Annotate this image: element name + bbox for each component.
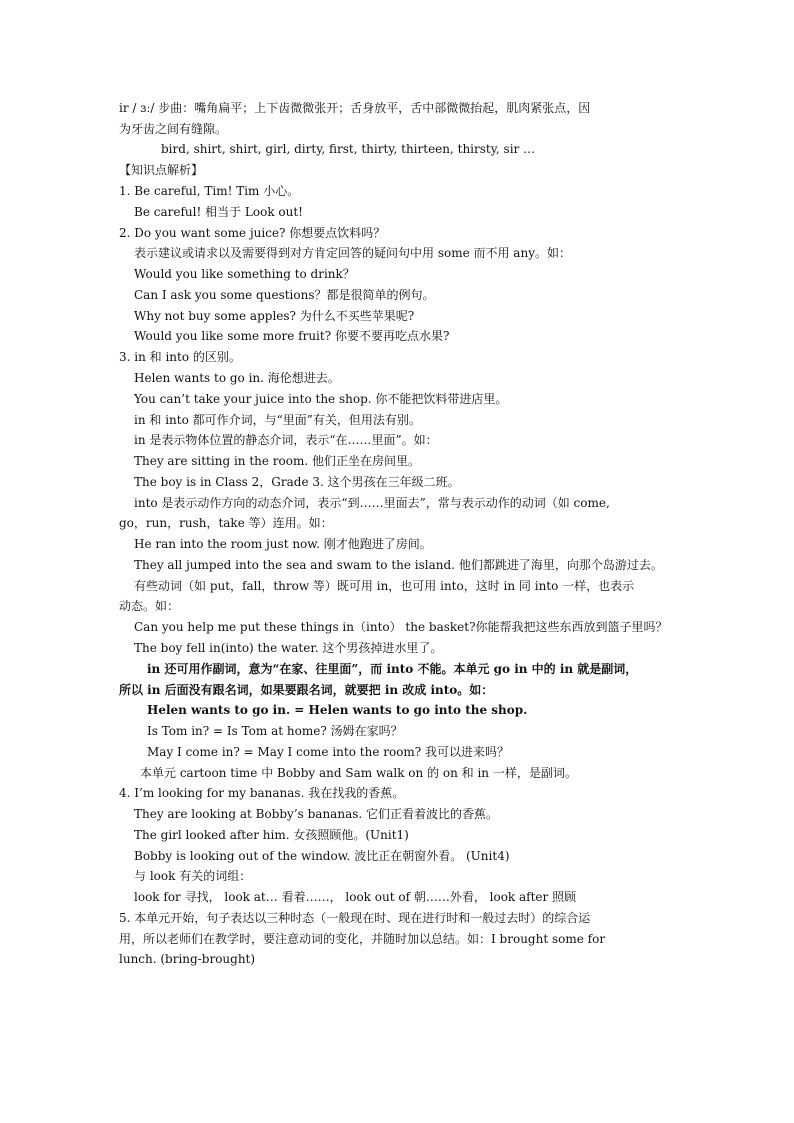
point-3-example: They are sitting in the room. 他们正坐在房间里。: [134, 454, 420, 468]
point-4-rule: 与 look 有关的词组：: [134, 869, 252, 883]
point-5-text: lunch. (bring-brought): [119, 952, 256, 966]
point-3-rule: 有些动词（如 put，fall，throw 等）既可用 in，也可用 into，这时 in 同 into 一样，也表示: [134, 579, 635, 593]
point-4-example: They are looking at Bobby’s bananas. 它们正看着波比的香蕉。: [134, 807, 499, 821]
point-5-text: 5. 本单元开始，句子表达以三种时态（一般现在时、现在进行时和一般过去时）的综合运: [119, 911, 591, 925]
point-3-rule: 动态。如：: [119, 599, 180, 613]
point-2-example: Why not buy some apples? 为什么不买些苹果呢?: [134, 309, 415, 323]
point-3-example: The boy fell in(into) the water. 这个男孩掉进水里了。: [134, 641, 443, 655]
section-heading: 【知识点解析】: [119, 163, 204, 177]
point-4-example: The girl looked after him. 女孩照顾他。(Unit1): [134, 828, 409, 842]
point-2-title: 2. Do you want some juice? 你想要点饮料吗？: [119, 226, 386, 240]
point-2-rule: 表示建议或请求以及需要得到对方肯定回答的疑问句中用 some 而不用 any。如：: [134, 246, 571, 260]
point-3-example: You can’t take your juice into the shop. 你不能把饮料带进店里。: [134, 392, 508, 406]
point-3-rule: in 和 into 都可作介词，与“里面”有关，但用法有别。: [134, 413, 421, 427]
point-1-note: Be careful! 相当于 Look out!: [134, 205, 304, 219]
point-3-example: They all jumped into the sea and swam to the island. 他们都跳进了海里，向那个岛游过去。: [134, 558, 663, 572]
point-2-example: Would you like some more fruit? 你要不要再吃点水果?: [134, 329, 450, 343]
point-3-bold-example: Helen wants to go in. = Helen wants to go into the shop.: [147, 703, 528, 717]
point-4-example: Bobby is looking out of the window. 波比正在朝窗外看。 (Unit4): [134, 849, 510, 863]
point-3-bold-note: 所以 in 后面没有跟名词，如果要跟名词，就要把 in 改成 into。如：: [119, 683, 494, 697]
point-3-example: He ran into the room just now. 刚才他跑进了房间。: [134, 537, 432, 551]
point-2-example: Would you like something to drink？: [134, 267, 355, 281]
point-4-title: 4. I’m looking for my bananas. 我在找我的香蕉。: [119, 786, 405, 800]
point-3-example: Helen wants to go in. 海伦想进去。: [134, 371, 340, 385]
point-3-rule: go，run，rush，take 等）连用。如：: [119, 516, 333, 530]
point-3-example: Can you help me put these things in（into） the basket?你能帮我把这些东西放到篮子里吗？: [134, 620, 668, 634]
point-3-example: May I come in? = May I come into the room? 我可以进来吗？: [147, 745, 510, 759]
point-3-example: The boy is in Class 2，Grade 3. 这个男孩在三年级二班。: [134, 475, 460, 489]
ir-rule-line-1: ir / ɜː/ 步曲：嘴角扁平；上下齿微微张开；舌身放平，舌中部微微抬起，肌肉紧张点，因: [119, 101, 591, 115]
ir-rule-line-2: 为牙齿之间有缝隙。: [119, 122, 228, 136]
point-3-note: 本单元 cartoon time 中 Bobby and Sam walk on 的 on 和 in 一样，是副词。: [140, 766, 577, 780]
point-3-rule: in 是表示物体位置的静态介词，表示“在……里面”。如：: [134, 433, 438, 447]
point-3-title: 3. in 和 into 的区别。: [119, 350, 241, 364]
point-3-rule: into 是表示动作方向的动态介词，表示“到……里面去”，常与表示动作的动词（如 come,: [134, 496, 610, 510]
point-2-example: Can I ask you some questions？都是很简单的例句。: [134, 288, 435, 302]
point-5-text: 用，所以老师们在教学时，要注意动词的变化，并随时加以总结。如：I brought some for: [119, 932, 606, 946]
point-3-example: Is Tom in? = Is Tom at home? 汤姆在家吗？: [147, 724, 403, 738]
ir-word-list: bird, shirt, shirt, girl, dirty, first, thirty, thirteen, thirsty, sir …: [161, 142, 536, 156]
point-4-phrases: look for 寻找， look at… 看着……， look out of 朝……外看， look after 照顾: [134, 890, 577, 904]
point-1-title: 1. Be careful, Tim! Tim 小心。: [119, 184, 300, 198]
point-3-bold-note: in 还可用作副词，意为“在家、往里面”，而 into 不能。本单元 go in 中的 in 就是副词，: [147, 662, 638, 676]
